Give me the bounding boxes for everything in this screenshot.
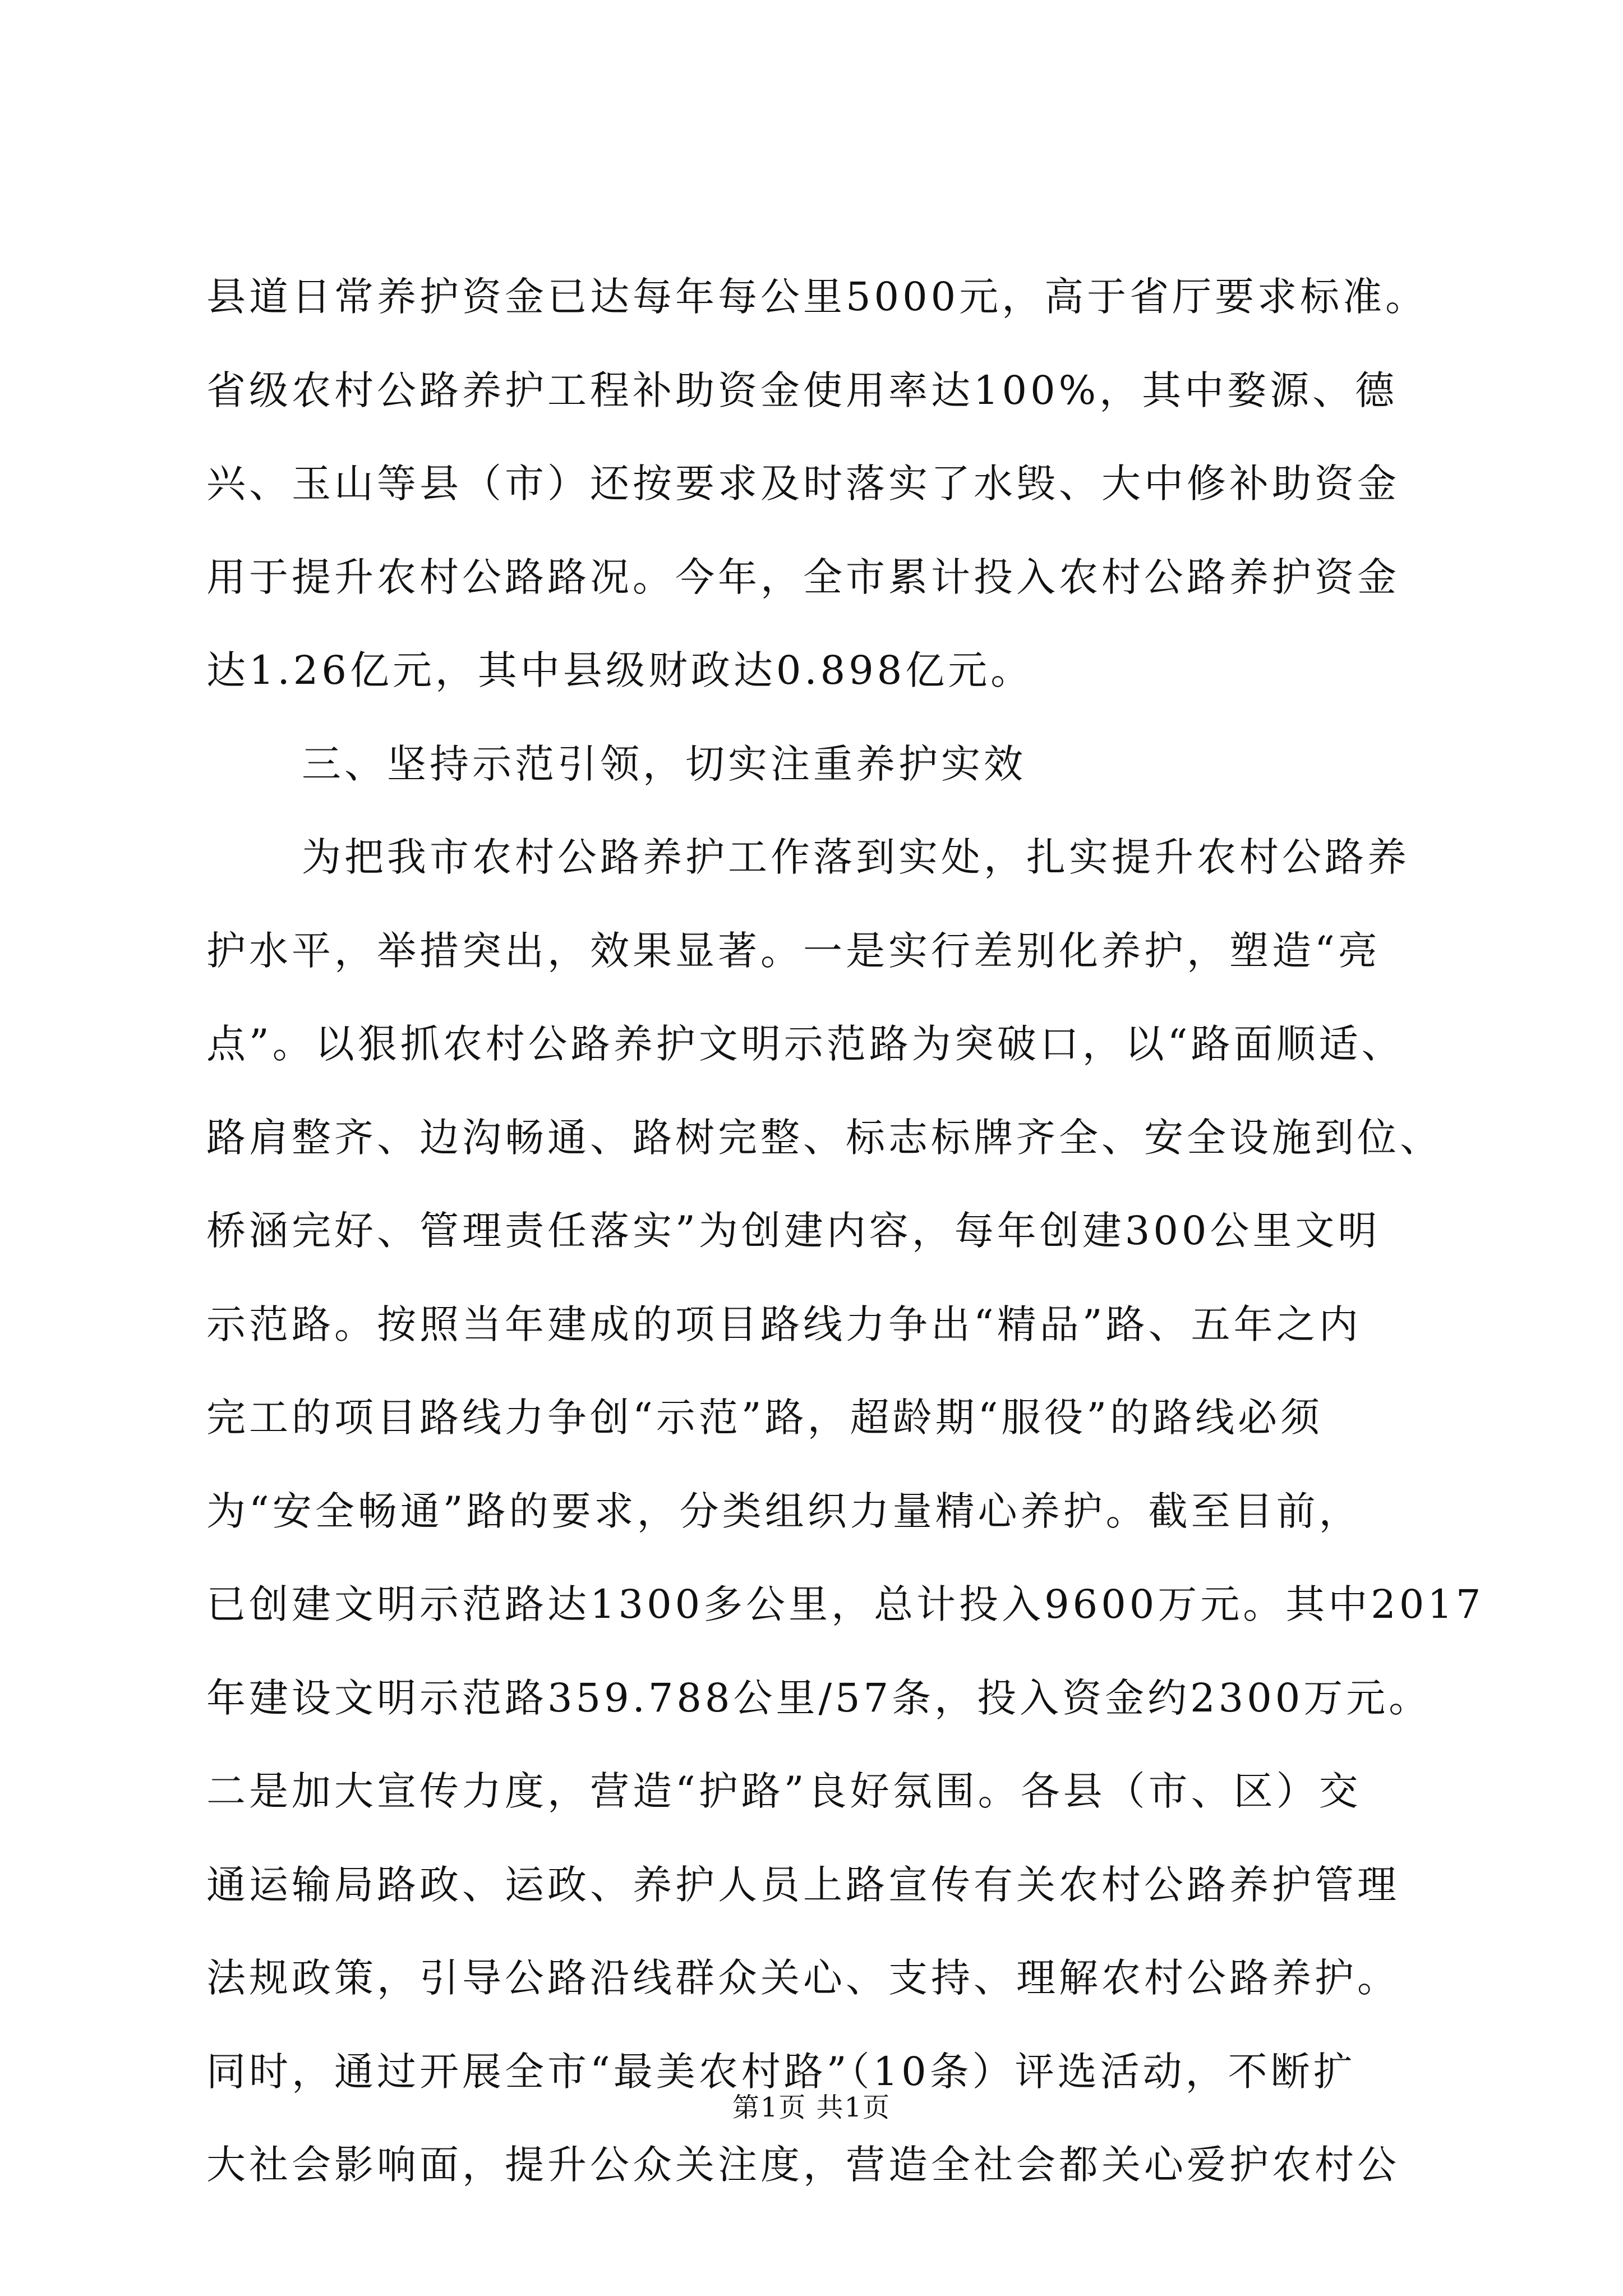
text-line: 示范路。按照当年建成的项目路线力争出“精品”路、五年之内 (206, 1301, 1362, 1347)
text-line: 为“安全畅通”路的要求，分类组织力量精心养护。截至目前， (206, 1488, 1362, 1534)
text-line: 大社会影响面，提升公众关注度，营造全社会都关心爱护农村公 (206, 2142, 1400, 2188)
text-line: 法规政策，引导公路沿线群众关心、支持、理解农村公路养护。 (206, 1955, 1400, 2001)
text-line: 通运输局路政、运政、养护人员上路宣传有关农村公路养护管理 (206, 1861, 1400, 1908)
text-line: 兴、玉山等县（市）还按要求及时落实了水毁、大中修补助资金 (206, 461, 1400, 507)
page-number-footer: 第1页 共1页 (732, 2092, 891, 2123)
text-line: 县道日常养护资金已达每年每公里5000元，高于省厅要求标准。 (206, 274, 1428, 320)
text-line: 护水平，举措突出，效果显著。一是实行差别化养护，塑造“亮 (206, 927, 1381, 974)
text-line: 点”。以狠抓农村公路养护文明示范路为突破口，以“路面顺适、 (206, 1021, 1404, 1067)
text-line: 完工的项目路线力争创“示范”路，超龄期“服役”的路线必须 (206, 1395, 1324, 1441)
text-line: 年建设文明示范路359.788公里/57条，投入资金约2300万元。 (206, 1674, 1432, 1721)
text-line: 路肩整齐、边沟畅通、路树完整、标志标牌齐全、安全设施到位、 (206, 1114, 1442, 1161)
paragraph-first-line: 为把我市农村公路养护工作落到实处，扎实提升农村公路养 (302, 834, 1410, 880)
section-heading: 三、坚持示范引领，切实注重养护实效 (302, 740, 1026, 787)
text-line: 桥涵完好、管理责任落实”为创建内容，每年创建300公里文明 (206, 1208, 1381, 1254)
document-body (206, 250, 1484, 2212)
text-line: 已创建文明示范路达1300多公里，总计投入9600万元。其中2017 (206, 1581, 1484, 1627)
text-line: 用于提升农村公路路况。今年，全市累计投入农村公路养护资金 (206, 554, 1400, 600)
text-line: 同时，通过开展全市“最美农村路”（10条）评选活动，不断扩 (206, 2048, 1356, 2095)
text-line: 省级农村公路养护工程补助资金使用率达100%，其中婺源、德 (206, 367, 1398, 413)
text-line: 二是加大宣传力度，营造“护路”良好氛围。各县（市、区）交 (206, 1768, 1362, 1814)
text-line: 达1.26亿元，其中县级财政达0.898亿元。 (206, 647, 1034, 693)
